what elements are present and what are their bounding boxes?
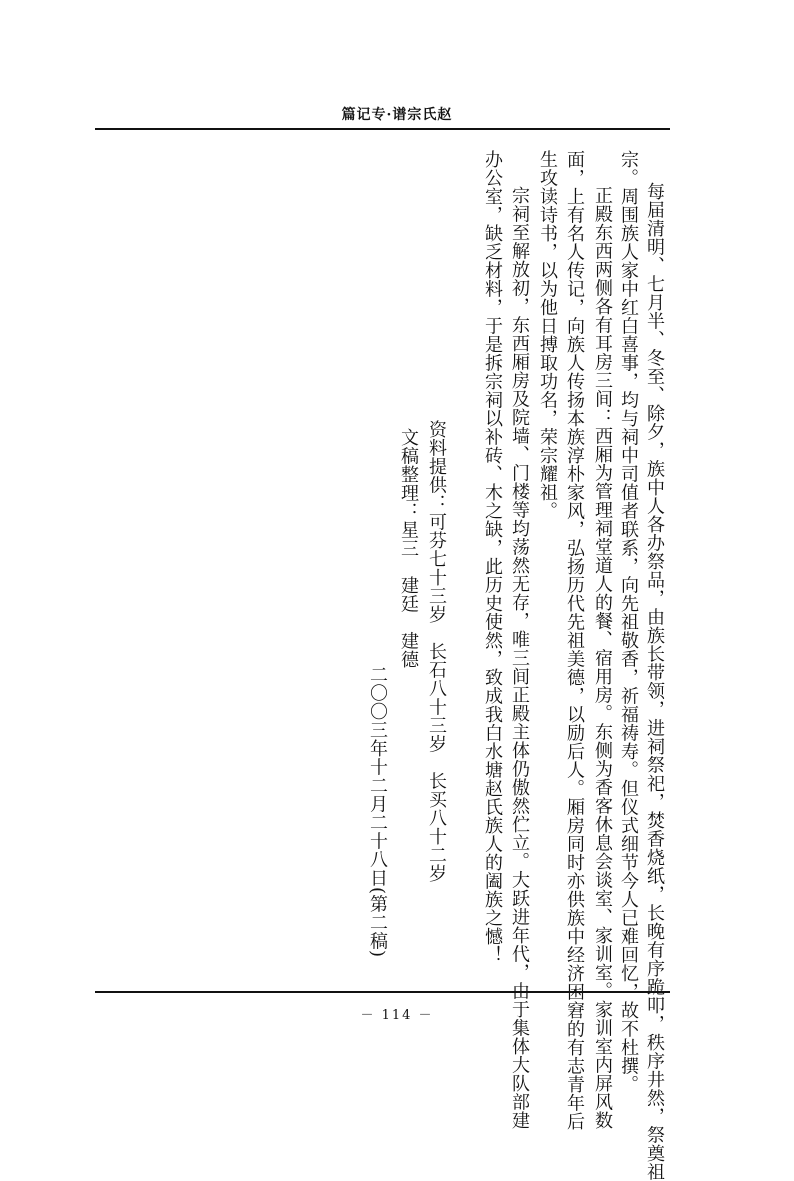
running-header: 篇记专·谱宗氏赵 [341, 107, 453, 123]
body-column-2: 宗。周围族人家中红白喜事，均与祠中司值者联系，向先祖敬香，祈福祷寿。但仪式细节今人已难回忆，故不杜撰。 [618, 150, 639, 1094]
body-column-1: 每届清明、七月半、冬至、除夕，族中人各办祭品，由族长带领，进祠祭祀，焚香烧纸，长晚有序跪叩，秩序井然，祭奠祖 [644, 182, 665, 1181]
body-column-3: 正殿东西两侧各有耳房三间：西厢为管理祠堂道人的餐、宿用房。东侧为香客休息会谈室、家训室。家训室内屏风数 [592, 186, 613, 1130]
body-column-6: 宗祠至解放初，东西厢房及院墙、门楼等均荡然无存，唯三间正殿主体仍傲然伫立。大跃进年代，由于集体大队部建 [509, 186, 530, 1130]
credits-sources: 资料提供：可芬七十三岁 长石八十三岁 长买八十二岁 [426, 420, 447, 883]
body-column-4: 面，上有名人传记，向族人传扬本族淳朴家风，弘扬历代先祖美德，以励后人。厢房同时亦供族中经济困窘的有志青年后 [564, 150, 585, 1131]
page-number: － 114 － [360, 1008, 434, 1023]
body-column-5: 生攻读诗书，以为他日搏取功名，荣宗耀祖。 [537, 150, 558, 520]
credits-date: 二〇〇三年十二月二十八日(第二稿) [367, 665, 388, 958]
body-column-7: 办公室，缺乏材料，于是拆宗祠以补砖、木之缺，此历史使然，致成我白水塘赵氏族人的阖族之憾！ [482, 150, 503, 964]
header-rule [95, 128, 670, 130]
credits-editors: 文稿整理：星三 建廷 建德 [398, 428, 419, 669]
footer-rule [95, 991, 670, 993]
